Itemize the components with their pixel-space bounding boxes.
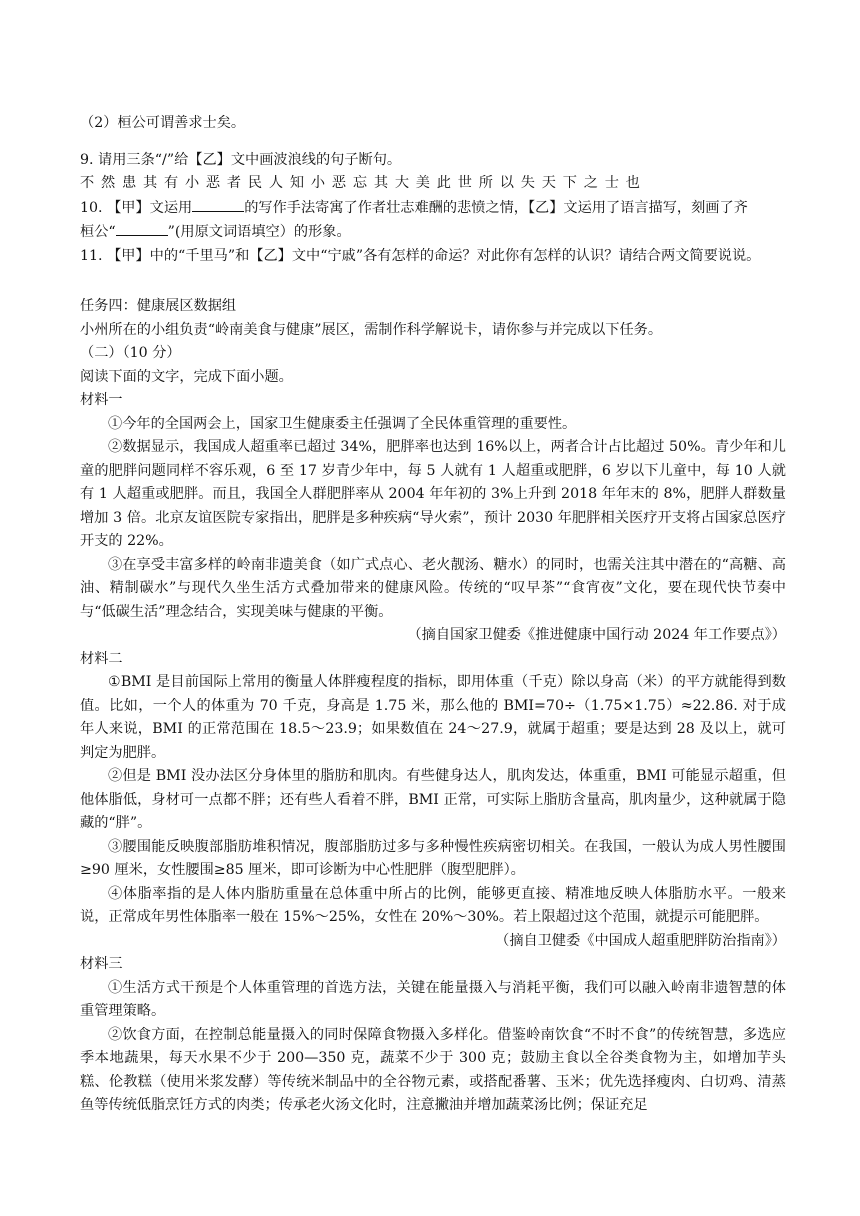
question-10-part-b: 的写作手法寄寓了作者壮志难酬的悲愤之情，【乙】文运用了语言描写，刻画了齐: [244, 199, 748, 216]
question-9-sentence: 不然患其有小恶者民人知小恶忘其大美此世所以失天下之士也: [80, 175, 647, 191]
question-10-part-d: ”(用原文词语填空）的形象。: [167, 224, 351, 240]
question-9: 9. 请用三条“/”给【乙】文中画波浪线的句子断句。: [80, 151, 402, 168]
material-3-paragraph: ②饮食方面，在控制总能量摄入的同时保障食物摄入多样化。借鉴岭南饮食“不时不食”的传统智慧，多选应季本地蔬果，每天水果不少于 200—350 克，蔬菜不少于 300 克；鼓励主食以全谷类食物为主，如增加芋头糕、伦教糕（使用米浆发酵）等传统米制品中的全谷物元素，或搭配番薯、玉米；优先选择瘦肉、白切鸡、清蒸鱼等传统低脂烹饪方式的肉类；传承老火汤文化时，注意撇油并增加蔬菜汤比例；保证充足: [80, 1026, 786, 1113]
material-2-paragraph: ②但是 BMI 没办法区分身体里的脂肪和肌肉。有些健身达人，肌肉发达，体重重，BMI 可能显示超重，但他体脂低，身材可一点都不胖；还有些人看着不胖，BMI 正常，可实际上脂肪含量高，肌肉量少，这种就属于隐藏的“胖”。: [80, 768, 786, 831]
task-intro: 小州所在的小组负责“岭南美食与健康”展区，需制作科学解说卡，请你参与并完成以下任务。: [80, 321, 663, 338]
question-11: 11. 【甲】中的“千里马”和【乙】文中“宁戚”各有怎样的命运？对此你有怎样的认识？请结合两文简要说说。: [80, 247, 761, 264]
material-2-title: 材料二: [80, 650, 123, 667]
material-1-title: 材料一: [80, 392, 123, 408]
reading-instruction: 阅读下面的文字，完成下面小题。: [80, 368, 293, 385]
question-10-part-a: 10. 【甲】文运用: [80, 199, 193, 216]
material-2-paragraph: ①BMI 是目前国际上常用的衡量人体胖瘦程度的指标，即用体重（千克）除以身高（米）的平方就能得到数值。比如，一个人的体重为 70 千克，身高是 1.75 米，那么他的 BMI=70÷（1.75×1.75）≈22.86. 对于成年人来说，BMI 的正常范围在 18.5～23.9；如果数值在 24～27.9，就属于超重；要是达到 28 及以上，就可判定为肥胖。: [80, 674, 786, 761]
material-2-source: （摘自卫健委《中国成人超重肥胖防治指南》）: [495, 932, 786, 949]
section-score: （二）（10 分）: [80, 345, 181, 361]
material-1-paragraph: ①今年的全国两会上，国家卫生健康委主任强调了全民体重管理的重要性。: [108, 415, 577, 432]
material-3-title: 材料三: [80, 956, 123, 972]
document-page: [80, 112, 786, 1118]
question-10: [80, 196, 786, 245]
material-1-paragraph: ③在享受丰富多样的岭南非遗美食（如广式点心、老火靓汤、糖水）的同时，也需关注其中潜在的“高糖、高油、精制碳水”与现代久坐生活方式叠加带来的健康风险。传统的“叹早茶”“食宵夜”文化，要在现代快节奏中与“低碳生活”理念结合，实现美味与健康的平衡。: [80, 556, 786, 620]
question-8-2: （2）桓公可谓善求士矣。: [80, 115, 246, 131]
question-10-part-c: 桓公“: [80, 224, 116, 240]
answer-blank[interactable]: [192, 196, 244, 212]
material-2-paragraph: ④体脂率指的是人体内脂肪重量在总体重中所占的比例，能够更直接、精准地反映人体脂肪水平。一般来说，正常成年男性体脂率一般在 15%～25%，女性在 20%～30%。若上限超过这个范围，就提示可能肥胖。: [80, 885, 786, 925]
task-heading: 任务四：健康展区数据组: [80, 298, 237, 314]
material-2-paragraph: ③腰围能反映腹部脂肪堆积情况，腹部脂肪过多与多种慢性疾病密切相关。在我国，一般认为成人男性腰围≥90 厘米，女性腰围≥85 厘米，即可诊断为中心性肥胖（腹型肥胖）。: [80, 838, 786, 878]
answer-blank[interactable]: [116, 220, 168, 236]
material-1-source: （摘自国家卫健委《推进健康中国行动 2024 年工作要点》）: [407, 627, 786, 643]
material-3-paragraph: ①生活方式干预是个人体重管理的首选方法，关键在能量摄入与消耗平衡，我们可以融入岭南非遗智慧的体重管理策略。: [80, 979, 786, 1019]
material-1-paragraph: ②数据显示，我国成人超重率已超过 34%，肥胖率也达到 16%以上，两者合计占比超过 50%。青少年和儿童的肥胖问题同样不容乐观，6 至 17 岁青少年中，每 5 人就有 1 人超重或肥胖，6 岁以下儿童中，每 10 人就有 1 人超重或肥胖。而且，我国全人群肥胖率从 2004 年年初的 3%上升到 2018 年年末的 8%，肥胖人群数量增加 3 倍。北京友谊医院专家指出，肥胖是多种疾病“导火索”，预计 2030 年肥胖相关医疗开支将占国家总医疗开支的 22%。: [80, 439, 786, 549]
